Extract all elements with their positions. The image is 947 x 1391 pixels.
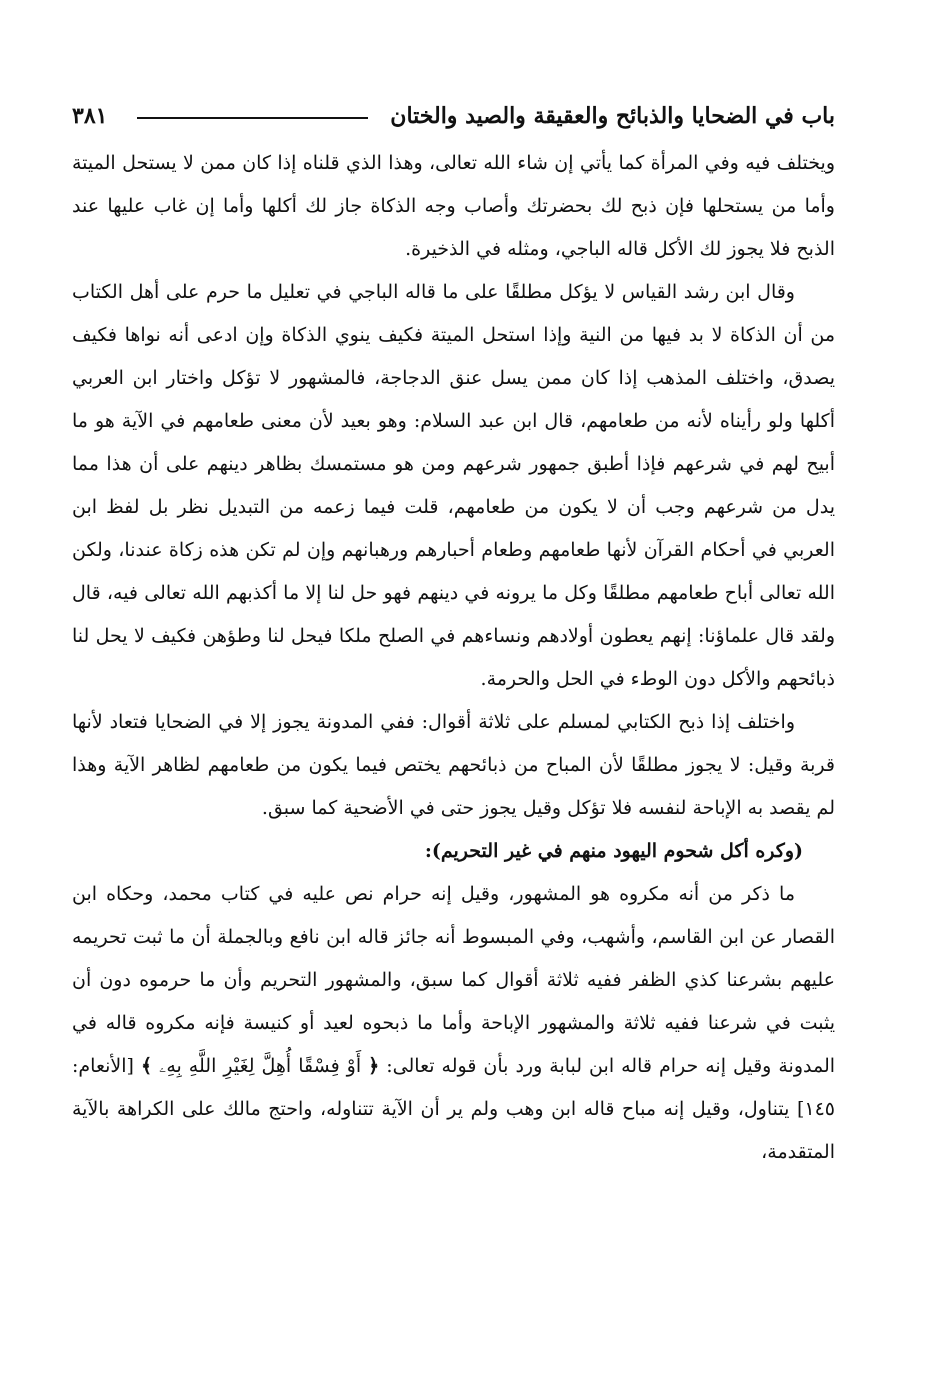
running-header: [72, 96, 835, 136]
body-text: [72, 142, 835, 1174]
quran-verse: أَوْ فِسْقًا أُهِلَّ لِغَيْرِ اللَّهِ بِهِۦ: [159, 1055, 362, 1077]
quran-open-bracket: ﴿: [368, 1055, 380, 1077]
section-heading: (وكره أكل شحوم اليهود منهم في غير التحريم):: [424, 840, 803, 862]
running-title: باب في الضحايا والذبائح والعقيقة والصيد والختان: [390, 103, 835, 129]
paragraph-1: ويختلف فيه وفي المرأة كما يأتي إن شاء الله تعالى، وهذا الذي قلناه إذا كان ممن لا يستحل الميتة وأما من يستحلها فإن ذبح لك بحضرتك وأصاب وجه الذكاة جاز لك أكلها وأما إن غاب عليها عند الذبح فلا يجوز لك الأكل قاله الباجي، ومثله في الذخيرة.: [72, 152, 835, 260]
paragraph-3: واختلف إذا ذبح الكتابي لمسلم على ثلاثة أقوال: ففي المدونة يجوز إلا في الضحايا فتعاد لأنها قربة وقيل: لا يجوز مطلقًا لأن المباح من ذبائحهم يختص فيما يكون من طعامهم لظاهر الآية وهذا لم يقصد به الإباحة لنفسه فلا تؤكل وقيل يجوز حتى في الأضحية كما سبق.: [72, 711, 835, 819]
paragraph-4: [72, 873, 835, 1174]
quran-close-bracket: ﴾: [140, 1055, 153, 1077]
page-number: ٣٨١: [72, 103, 108, 129]
paragraph-2: وقال ابن رشد القياس لا يؤكل مطلقًا على ما قاله الباجي في تعليل ما حرم على أهل الكتاب من أن الذكاة لا بد فيها من النية وإذا استحل الميتة فكيف ينوي الذكاة وإن ادعى أنه نواها فكيف يصدق، واختلف المذهب إذا كان ممن يسل عنق الدجاجة، فالمشهور لا تؤكل واختار ابن العربي أكلها ولو رأيناه لأنه من طعامهم، قال ابن عبد السلام: وهو بعيد لأن معنى طعامهم في الآية هو ما أبيح لهم في شرعهم فإذا أطبق جمهور شرعهم ومن هو مستمسك بظاهر دينهم على أن هذا مما يدل من شرعهم وجب أن لا يكون من طعامهم، قلت فيما زعمه من التبديل نظر بل لفظ ابن العربي في أحكام القرآن لأنها طعامهم وطعام أحبارهم ورهبانهم وإن لم تكن هذه زكاة عندنا، ولكن الله تعالى أباح طعامهم مطلقًا وكل ما يرونه في دينهم فهو حل لنا إلا ما أكذبهم الله تعالى فيه، قال ولقد قال علماؤنا: إنهم يعطون أولادهم ونساءهم في الصلح ملكا فيحل لنا وطؤهن فكيف لا يحل لنا ذبائحهم والأكل دون الوطء في الحل والحرمة.: [72, 281, 835, 690]
book-page: [72, 96, 835, 1361]
verse-citation: [الأنعام: ١٤٥]: [72, 1055, 835, 1120]
paragraph-4-part-1: ما ذكر من أنه مكروه هو المشهور، وقيل إنه حرام نص عليه في كتاب محمد، وحكاه ابن القصار عن ابن القاسم، وأشهب، وفي المبسوط أنه جائز قاله ابن نافع وبالجملة أن ما ثبت تحريمه عليهم بشرعنا كذي الظفر ففيه ثلاثة أقوال كما سبق، والمشهور التحريم وأن ما حرموه دون أن يثبت في شرعنا ففيه ثلاثة والمشهور الإباحة وأما ما ذبحوه لعيد أو كنيسة فإنه مكروه قاله في المدونة وقيل إنه حرام قاله ابن لبابة ورد بأن قوله تعالى:: [72, 883, 836, 1077]
paragraph-4-part-2: يتناول، وقيل إنه مباح قاله ابن وهب ولم ير أن الآية تتناوله، واحتج مالك على الكراهة بالآية المتقدمة،: [72, 1098, 835, 1163]
header-rule: [137, 117, 368, 119]
